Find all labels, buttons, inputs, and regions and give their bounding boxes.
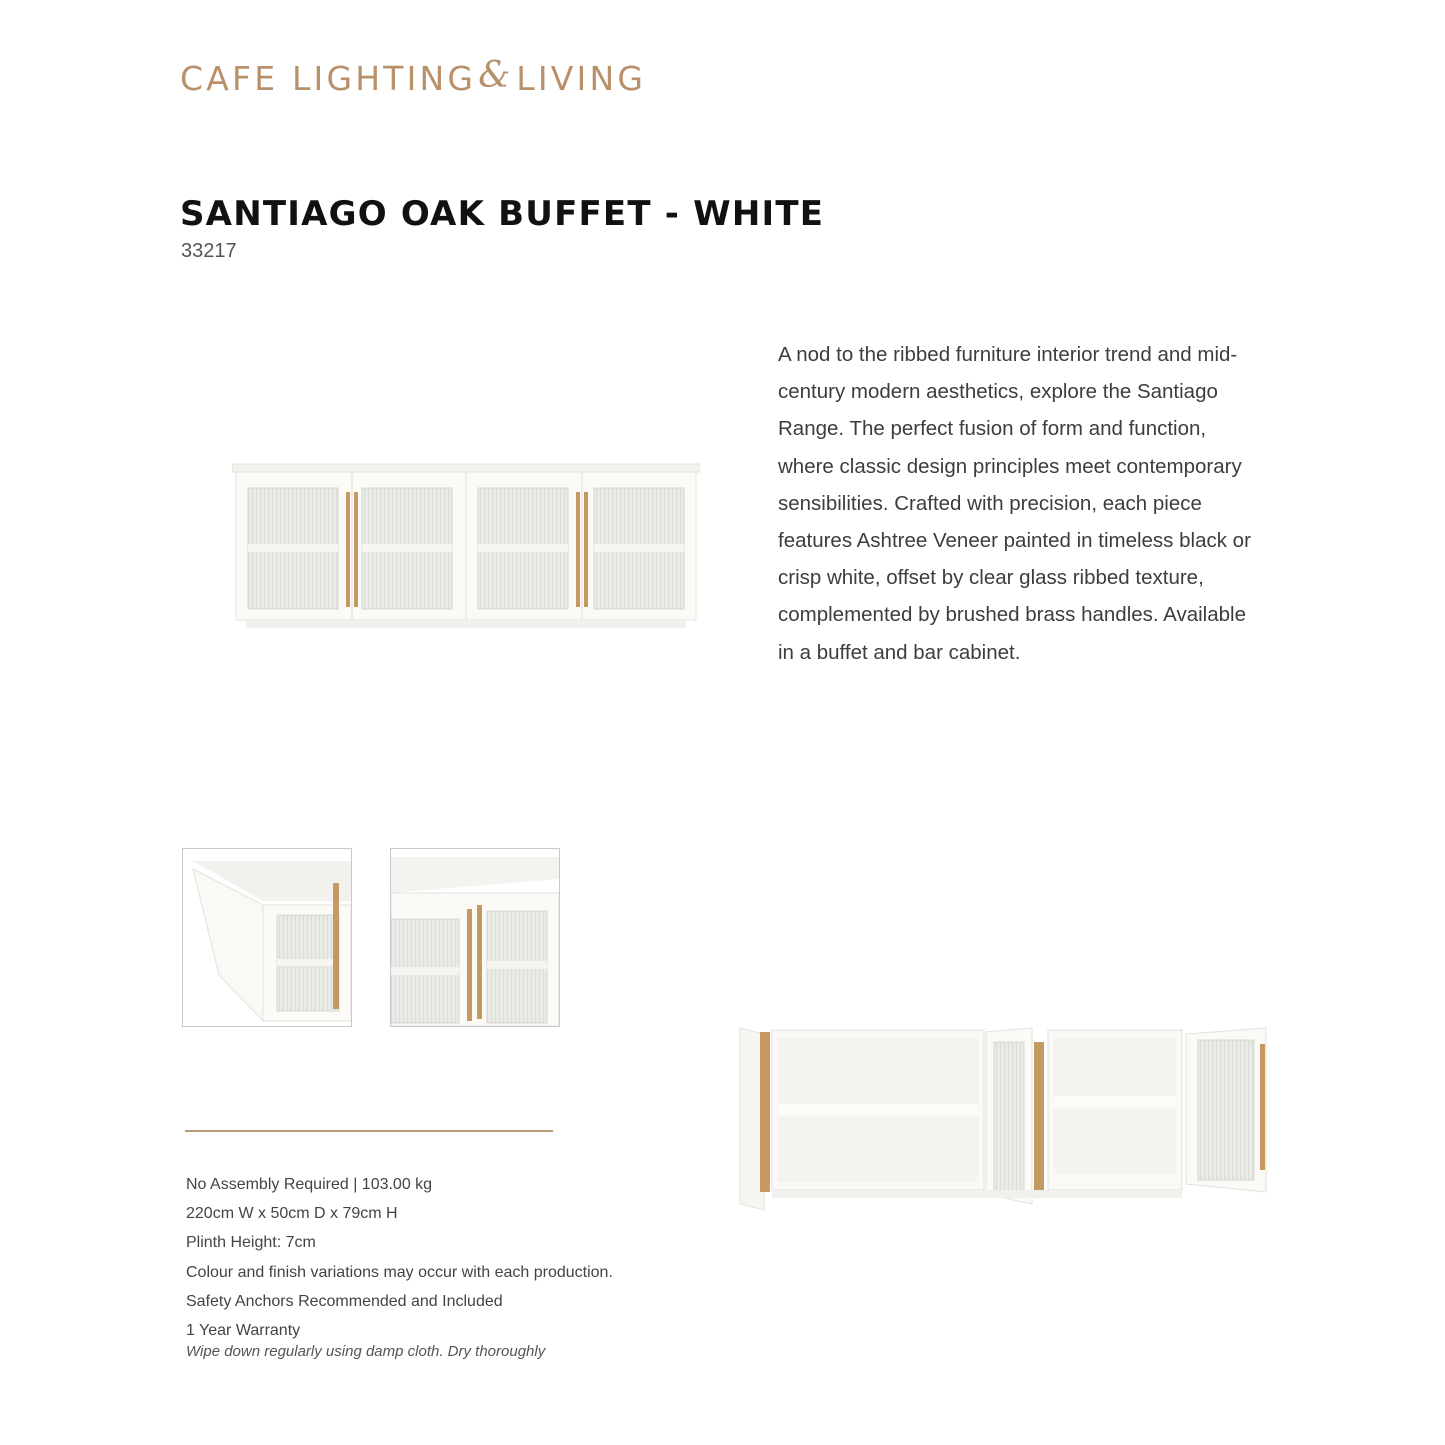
thumbnail-side-view[interactable] xyxy=(182,848,352,1027)
spec-line: No Assembly Required | 103.00 kg xyxy=(186,1176,433,1193)
care-instructions: Wipe down regularly using damp cloth. Dry thoroughly xyxy=(186,1343,546,1360)
brand-name-left: CAFE LIGHTING xyxy=(180,58,477,98)
spec-line: Plinth Height: 7cm xyxy=(186,1234,316,1252)
buffet-front-photo xyxy=(232,462,700,634)
product-title: SANTIAGO OAK BUFFET - WHITE xyxy=(180,194,825,234)
spec-line: Safety Anchors Recommended and Included xyxy=(186,1292,503,1310)
buffet-open-doors-photo xyxy=(736,1024,1276,1214)
brand-ampersand: & xyxy=(478,54,511,96)
brand-logo xyxy=(180,54,647,98)
spec-line: 1 Year Warranty xyxy=(186,1322,301,1340)
thumbnail-detail-photo xyxy=(391,849,559,1026)
product-sku: 33217 xyxy=(181,240,237,262)
thumbnail-detail-view[interactable] xyxy=(390,848,560,1027)
brand-name-right: LIVING xyxy=(516,58,647,98)
product-description: A nod to the ribbed furniture interior trend and mid-century modern aesthetics, explore the Santiago Range. The perfect fusion of form and function, where classic design principles meet contemporary sensibilities. Crafted with precision, each piece features Ashtree Veneer painted in timeless black or crisp white, offset by clear glass ribbed texture, complemented by brushed brass handles. Available in a buffet and bar cabinet. xyxy=(778,343,1251,664)
thumbnail-side-photo xyxy=(183,849,351,1026)
spec-line: Colour and finish variations may occur with each production. xyxy=(186,1263,613,1281)
spec-line: 220cm W x 50cm D x 79cm H xyxy=(186,1205,398,1223)
section-divider xyxy=(185,1130,553,1132)
product-specs xyxy=(186,1170,613,1345)
